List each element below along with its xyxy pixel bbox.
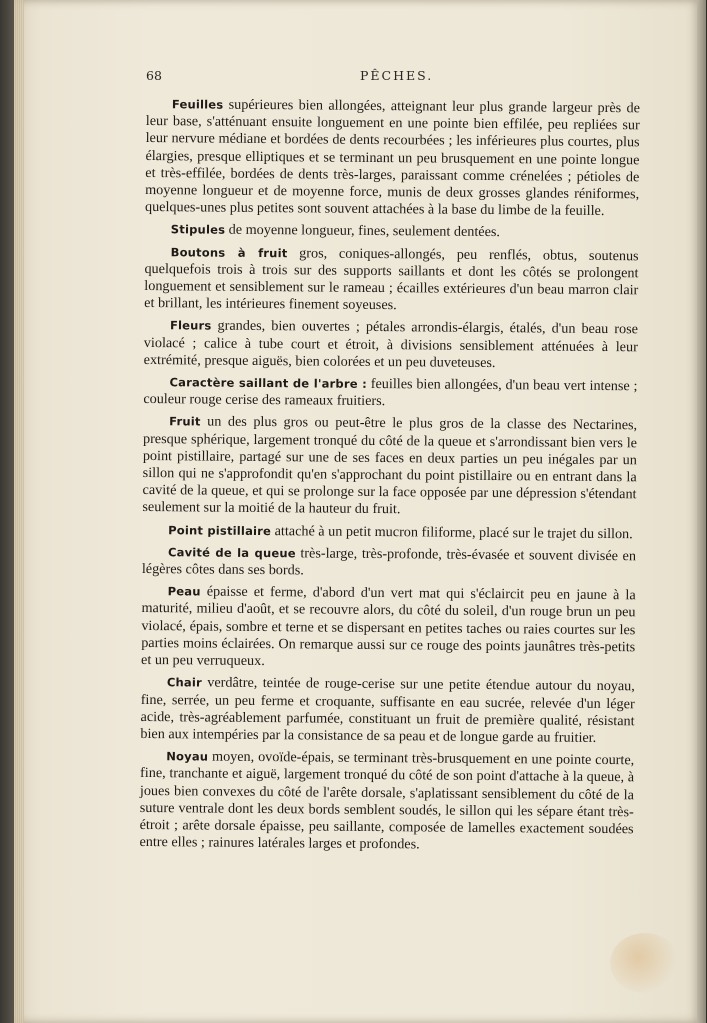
paragraph-caractere [143,374,637,413]
paragraph-text: gros, coniques-allongés, peu renflés, obtus, soutenus quelquefois trois à trois sur des supports saillants et dont les côtés se prolongent longuement et sensiblement sur le rameau ; écailles extérieures d'un beau marron clair et brillant, les intérieures finement soyeuses. [144,244,639,314]
paragraph-text: un des plus gros ou peut-être le plus gros de la classe des Nectarines, presque sphérique, largement tronqué du côté de la queue et s'arrondissant bien vers le point pistillaire, partagé sur une de ses faces en deux parties un peu inégales par un sillon qui ne s'approfondit qu'en s'approchant du point pistillaire ou en entrant dans la cavité de la queue, et qui se prolonge sur la face opposée par une dépression s'étendant seulement sur la moitié de la hauteur du fruit. [142,413,638,518]
paragraph-heading: Point pistillaire [168,522,272,538]
paragraph-heading: Feuilles [171,97,224,112]
paragraph-text: feuilles bien allongées, d'un beau vert intense ; couleur rouge cerise des rameaux fruitiers. [143,375,638,410]
paper-stain [610,933,680,993]
paragraph-noyau [139,748,634,856]
page-header [146,68,646,88]
paragraph-heading: Caractère saillant de l'arbre : [169,375,368,391]
page-gutter [14,0,24,1023]
paragraph-peau [141,583,636,673]
paragraph-heading: Boutons à fruit [170,244,288,260]
paragraph-heading: Cavité de la queue [167,545,296,561]
paragraph-cavite [142,544,636,583]
paragraph-stipules [145,221,639,243]
paragraph-feuilles [145,96,640,221]
paragraph-text: supérieures bien allongées, atteignant leur plus grande largeur près de leur base, s'atténuant ensuite longuement en une pointe bien effilée, peu repliées sur leur nervure médiane et bordées de dents recourbées ; les inférieures plus courtes, plus élargies, presque elliptiques et se terminant un peu brusquement en une pointe longue et très-effilée, bordées de dents très-larges, paraissant comme crénelées ; pétioles de moyenne longueur et de moyenne force, munis de deux grosses glandes réniformes, quelques-unes plus petites sont souvent attachées à la base du limbe de la feuille. [144,96,640,220]
paragraph-heading: Peau [167,584,201,599]
paragraph-heading: Noyau [166,749,209,764]
paragraph-point-pistillaire [142,522,636,544]
paragraph-text: moyen, ovoïde-épais, se terminant très-brusquement en une pointe courte, fine, tranchante et aiguë, largement tronqué du côté de son point d'attache à la queue, à joues bien convexes du côté de l'arête dorsale, s'aplatissant sensiblement du côté de la suture ventrale dont les deux bords semblent soudés, le sillon qui les sépare étant très-étroit ; arête dorsale épaisse, peu saillante, composée de lamelles exactement soudées entre elles ; rainures latérales larges et profondes. [139,748,635,853]
page-fore-edge [697,0,706,1023]
paragraph-fleurs [144,317,638,373]
paragraph-fruit [142,413,637,521]
paragraph-heading: Stipules [170,222,226,238]
paragraph-chair [140,674,635,747]
paragraph-text: verdâtre, teintée de rouge-cerise sur une petite étendue autour du noyau, fine, serrée, un peu ferme et croquante, suffisante en eau sucrée, relevée d'un léger acide, très-agréablement parfumée, constituant un fruit de première qualité, résistant bien aux intempéries par la consistance de sa peau et de longue garde au fruitier. [140,674,635,746]
paragraph-boutons [144,244,639,317]
paragraph-text: épaisse et ferme, d'abord d'un vert mat qui s'éclaircit peu en jaune à la maturité, milieu d'août, et se recouvre alors, du côté du soleil, d'un rouge brun un peu violacé, épais, sombre et terne et se dispersant en petites taches ou raies courtes sur les parties moins éclairées. On remarque aussi sur ce rouge des points jaunâtres très-petits et un peu verruqueux. [141,583,636,670]
paragraph-text: grandes, bien ouvertes ; pétales arrondis-élargis, étalés, d'un beau rose violacé ; calice à tube court et étroit, à divisions sensiblement atténuées à leur extrémité, presque aiguës, bien colorées et un peu duveteuses. [143,318,639,371]
paragraph-heading: Fleurs [169,318,212,334]
paragraph-text: très-large, très-profonde, très-évasée et souvent divisée en légères côtes dans ses bords. [141,545,637,579]
paragraph-heading: Chair [166,675,202,690]
paragraph-heading: Fruit [169,414,201,429]
page-number: 68 [146,68,162,83]
paragraph-text: de moyenne longueur, fines, seulement dentées. [225,222,501,241]
body-text [139,96,640,861]
paragraph-text: attaché à un petit mucron filiforme, placé sur le trajet du sillon. [271,522,633,542]
running-title: PÊCHES. [360,68,434,83]
